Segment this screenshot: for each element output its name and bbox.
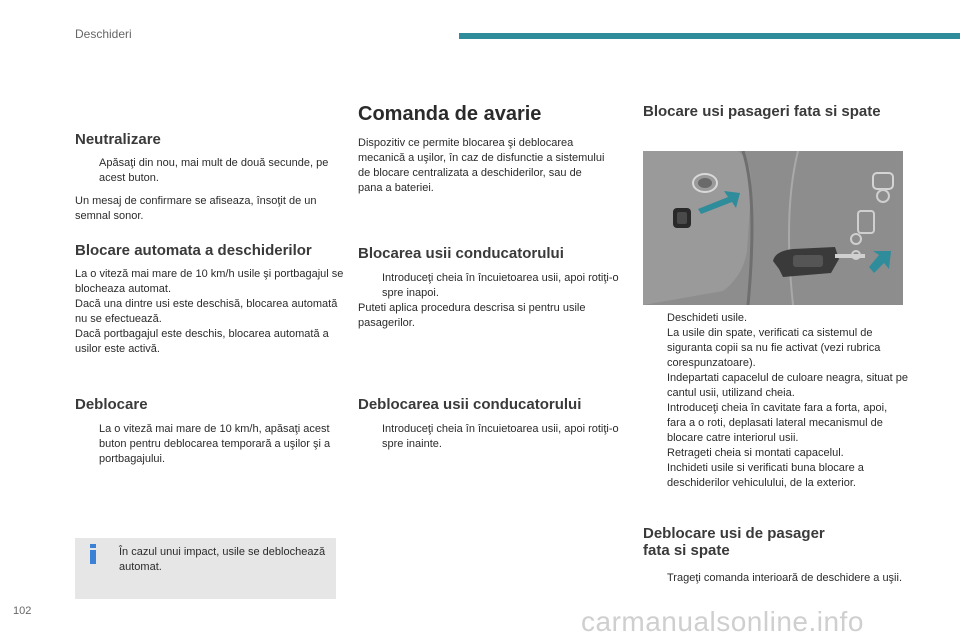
watermark: carmanualsonline.info [581,606,864,637]
heading-blocare-usi-pasageri: Blocare usi pasageri fata si spate [643,103,881,120]
info-text: În cazul unui impact, usile se deblochează automat. [119,546,326,573]
heading-deblocarea-usii: Deblocarea usii conducatorului [358,396,582,413]
heading-neutralizare: Neutralizare [75,131,161,148]
section-title: Deschideri [75,27,132,41]
paragraph: Dacă una dintre usi este deschisă, blocarea automată nu se efectuează. [75,298,338,325]
list-item [643,401,908,446]
page-number: 102 [13,605,32,617]
section-neutralizare [75,131,345,224]
list-item-text: Inchideti usile si verificati buna blocare a deschiderilor vehiculului, de la exterior. [667,462,864,489]
list-item-text: Trageţi comanda interioară de deschidere a uşii. [667,572,903,584]
bullet-mark [643,371,667,401]
bullet-mark [643,461,667,491]
list-item-text: La usile din spate, verificati ca sistemul de siguranta copii sa nu fie activat (vezi rubrica corespunzatoare). [667,327,881,369]
list-item [643,326,908,371]
list-item-text: Introduceţi cheia în încuietoarea usii, apoi rotiţi-o spre inainte. [382,423,619,450]
bullet-mark [358,271,382,301]
section-deblocare-usi-pasager [643,525,908,586]
list-item [643,571,908,586]
section-blocarea-usii [358,245,628,331]
intro-paragraph: Dispozitiv ce permite blocarea şi deblocarea mecanică a uşilor, în caz de disfunctie a sistemului de blocare centralizata a deschiderilor, sau de pana a bateriei. [358,137,605,194]
section-blocare-automata [75,242,345,357]
list-item-text: Introduceţi cheia în cavitate fara a forta, apoi, fara a o roti, deplasati lateral mecanismul de blocare catre interiorul usii. [667,402,888,444]
heading-deblocare-usi-pasager-line2: fata si spate [643,542,730,559]
heading-blocarea-usii: Blocarea usii conducatorului [358,245,564,262]
list-item [75,422,345,467]
bullet-mark [75,422,99,467]
list-item-text: Apăsaţi din nou, mai mult de două secunde, pe acest buton. [99,157,329,184]
list-item-text: Deschideti usile. [667,312,748,324]
list-item-text: Indepartati capacelul de culoare neagra, situat pe cantul usii, utilizand cheia. [667,372,908,399]
heading-blocare-automata: Blocare automata a deschiderilor [75,242,312,259]
bullet-mark [643,571,667,586]
list-item-text: Retrageti cheia si montati capacelul. [667,447,844,459]
list-item [358,271,628,301]
bullet-mark [643,311,667,326]
main-heading: Comanda de avarie [358,103,542,125]
list-item [643,311,908,326]
paragraph: La o viteză mai mare de 10 km/h usile şi portbagajul se blocheaza automat. [75,268,344,295]
section-deblocare [75,396,345,467]
paragraph: Puteti aplica procedura descrisa si pentru usile pasagerilor. [358,302,586,329]
bullet-mark [358,422,382,452]
section-deblocarea-usii [358,396,628,452]
door-lock-illustration [643,151,903,305]
header-accent-bar [459,33,960,39]
list-item [643,461,908,491]
list-item [643,446,908,461]
bullet-mark [643,446,667,461]
bullet-mark [75,156,99,186]
list-item-text: La o viteză mai mare de 10 km/h, apăsaţi acest buton pentru deblocarea temporară a uşilor şi a portbagajului. [99,423,331,465]
section-blocare-usi-pasageri [643,103,913,120]
list-item [643,371,908,401]
bullet-mark [643,326,667,371]
steps-list [643,311,908,491]
heading-deblocare: Deblocare [75,396,148,413]
bullet-mark [643,401,667,446]
info-box [75,538,336,599]
list-item-text: Introduceţi cheia în încuietoarea usii, apoi rotiţi-o spre inapoi. [382,272,619,299]
section-comanda-avarie [358,103,628,196]
info-icon [87,544,99,564]
paragraph: Un mesaj de confirmare se afiseaza, însoţit de un semnal sonor. [75,195,317,222]
list-item [75,156,345,186]
heading-deblocare-usi-pasager-line1: Deblocare usi de pasager [643,525,825,542]
list-item [358,422,628,452]
paragraph: Dacă portbagajul este deschis, blocarea automată a usilor este activă. [75,328,329,355]
